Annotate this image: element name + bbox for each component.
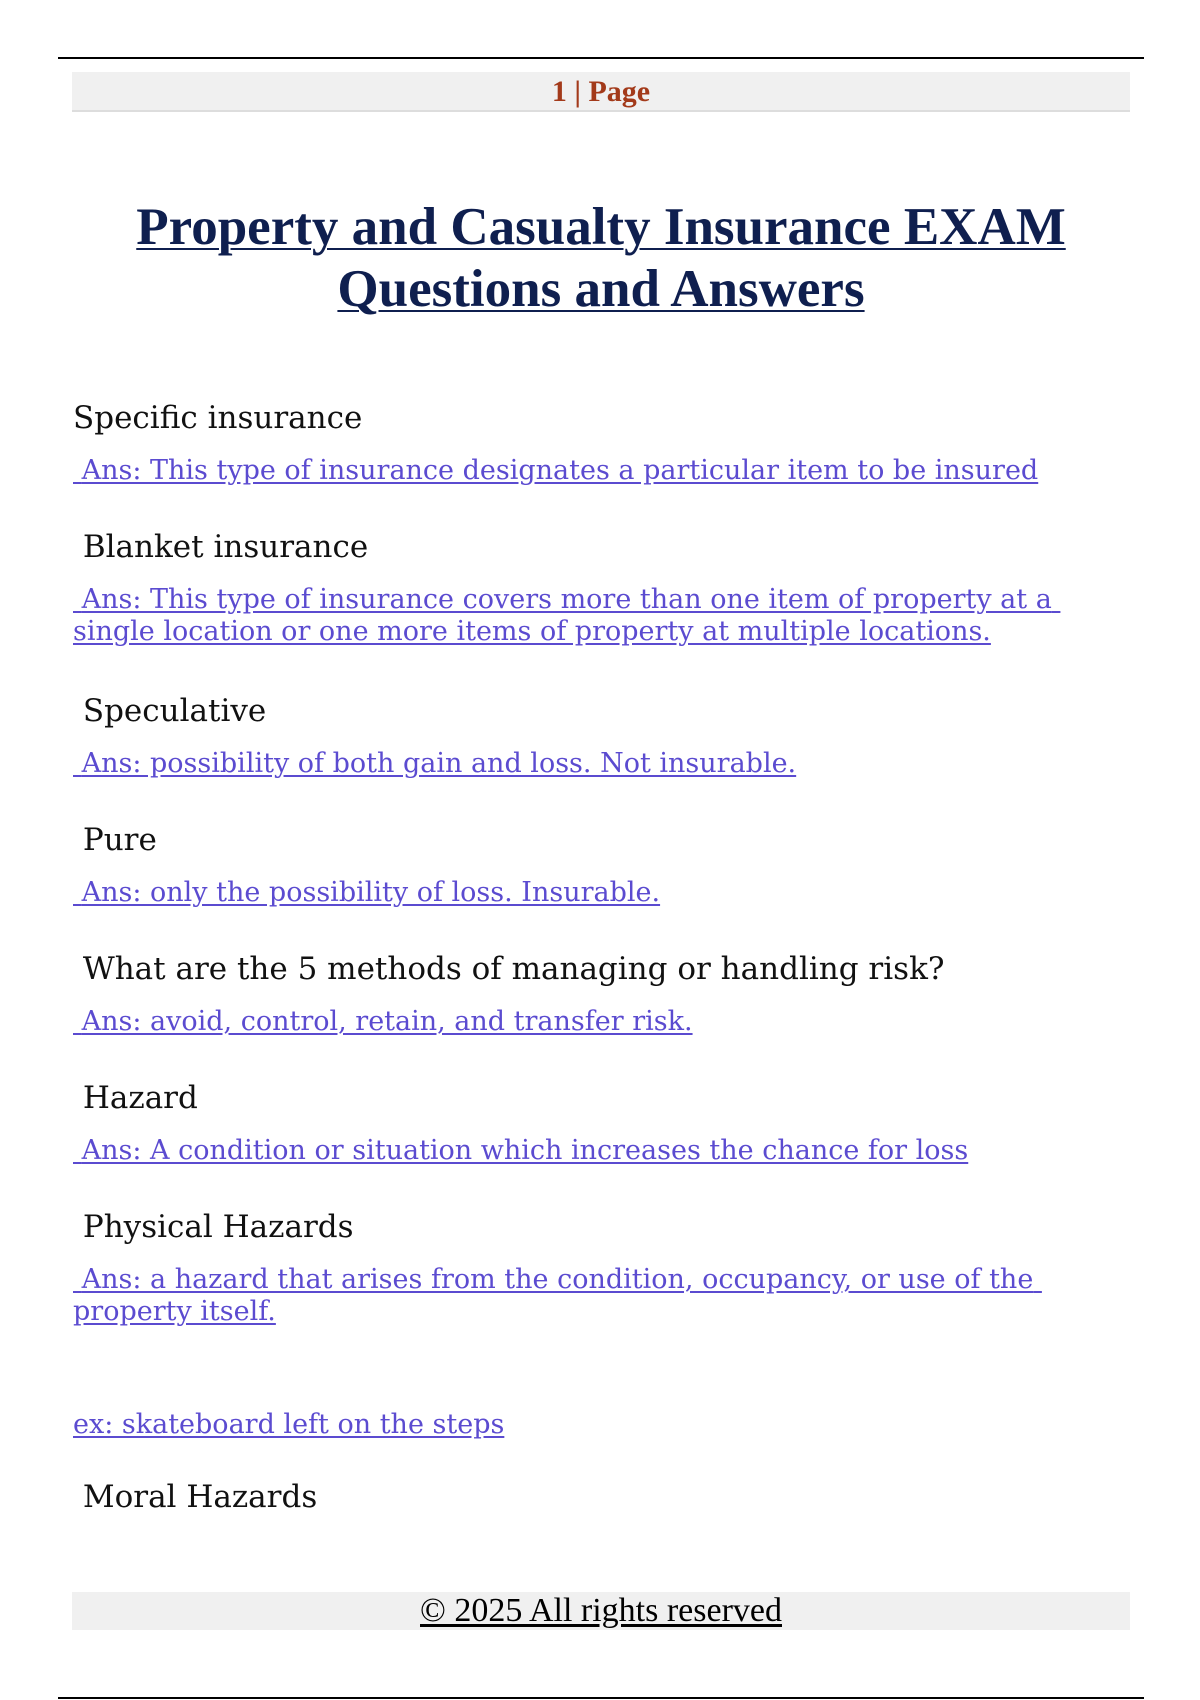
page-number-label: 1 | Page <box>551 75 651 108</box>
example-note-link[interactable]: ex: skateboard left on the steps <box>73 1409 505 1440</box>
qa-item <box>73 1478 1133 1516</box>
qa-item <box>73 399 1133 487</box>
question-text: Physical Hazards <box>73 1209 354 1245</box>
qa-extra-note <box>73 1409 1133 1441</box>
question-text: Blanket insurance <box>73 529 369 565</box>
answer-link[interactable]: Ans: only the possibility of loss. Insurable. <box>73 877 661 908</box>
answer-link[interactable]: Ans: A condition or situation which increases the chance for loss <box>73 1135 969 1166</box>
answer-link[interactable]: Ans: a hazard that arises from the condition, occupancy, or use of the property itself. <box>73 1264 1042 1327</box>
title-line-2: Questions and Answers <box>337 260 865 318</box>
qa-item <box>73 950 1133 1038</box>
copyright-text: © 2025 All rights reserved <box>420 1592 782 1629</box>
qa-item <box>73 821 1133 909</box>
question-text: Hazard <box>73 1080 198 1116</box>
qa-item <box>73 528 1133 648</box>
title-line-1: Property and Casualty Insurance EXAM <box>136 198 1066 256</box>
bottom-rule <box>58 1697 1144 1699</box>
answer-link[interactable]: Ans: This type of insurance designates a particular item to be insured <box>73 455 1039 486</box>
document-title <box>72 196 1130 320</box>
top-rule <box>58 57 1144 59</box>
answer-link[interactable]: Ans: avoid, control, retain, and transfer risk. <box>73 1006 693 1037</box>
page-header <box>72 72 1130 112</box>
answer-link[interactable]: Ans: This type of insurance covers more than one item of property at a single location or one more items of property at multiple locations. <box>73 584 1061 647</box>
question-text: Specific insurance <box>73 400 363 436</box>
answer-link[interactable]: Ans: possibility of both gain and loss. Not insurable. <box>73 748 797 779</box>
question-text: Pure <box>73 822 157 858</box>
question-text: What are the 5 methods of managing or handling risk? <box>73 951 945 987</box>
question-text: Speculative <box>73 693 267 729</box>
question-text: Moral Hazards <box>73 1479 318 1515</box>
qa-item <box>73 1208 1133 1328</box>
qa-item <box>73 1079 1133 1167</box>
page-footer <box>72 1592 1130 1630</box>
qa-item <box>73 692 1133 780</box>
